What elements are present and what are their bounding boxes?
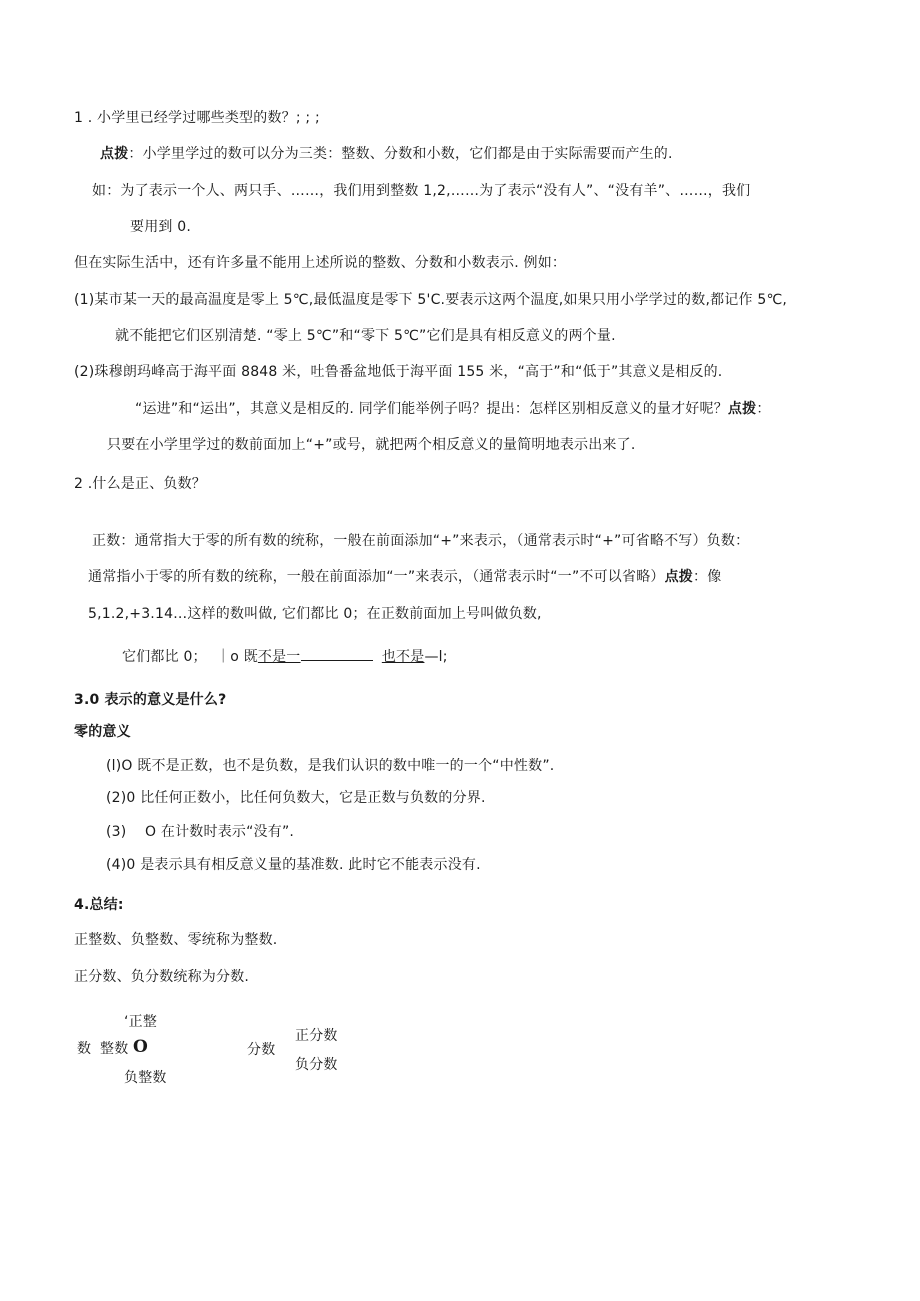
- q1-example-line2: 要用到 0.: [130, 219, 192, 235]
- q1-item1-line1: (1)某市某一天的最高温度是零上 5℃,最低温度是零下 5'C.要表示这两个温度,如果只用小学学过的数,都记作 5℃,: [74, 292, 788, 308]
- tip-text: ：小学里学过的数可以分为三类：整数、分数和小数，它们都是由于实际需要而产生的.: [128, 146, 673, 162]
- diagram-zero: O: [133, 1037, 149, 1057]
- q3-subtitle: 零的意义: [74, 724, 131, 740]
- diagram-zhengshu: 整数: [100, 1041, 129, 1057]
- diagram-fufenshu: 负分数: [295, 1057, 338, 1073]
- q3-item-1: (l)O 既不是正数，也不是负数，是我们认识的数中唯一的一个“中性数”.: [106, 758, 555, 774]
- diagram-fenshu: 分数: [247, 1042, 276, 1058]
- q2-line2: [88, 567, 721, 587]
- q3-item-2: (2)0 比任何正数小，比任何负数大，它是正数与负数的分界.: [106, 790, 486, 806]
- q3-item-3: (3) O 在计数时表示“没有”.: [106, 824, 295, 840]
- q1-item2-line3: 只要在小学里学过的数前面加上“+”或号，就把两个相反意义的量简明地表示出来了.: [107, 437, 636, 453]
- diagram-zhengzheng: ‘正整: [124, 1014, 158, 1030]
- q4-line1: 正整数、负整数、零统称为整数.: [74, 932, 278, 948]
- q1-intro: 但在实际生活中，还有许多量不能用上述所说的整数、分数和小数表示. 例如：: [74, 255, 567, 271]
- q2-line4-c: 不是一: [257, 649, 301, 665]
- q2-line4-d: 也不是: [381, 649, 425, 665]
- q2-line3: 5,1.2,+3.14…这样的数叫做, 它们都比 0；在正数前面加上号叫做负数,: [88, 606, 542, 622]
- diagram-zhengfenshu: 正分数: [295, 1028, 338, 1044]
- q2-line2-tail: ：像: [693, 569, 722, 585]
- q1-item2-line2: [135, 399, 771, 419]
- item2-line2-text: “运进”和“运出”，其意义是相反的. 同学们能举例子吗？提出：怎样区别相反意义的量才好呢？: [135, 401, 728, 417]
- item2-line2-label: 点拨: [727, 401, 757, 417]
- q2-title: 2 .什么是正、负数？: [74, 476, 207, 492]
- q2-line2-label: 点拨: [664, 569, 694, 585]
- q2-line2-text: 通常指小于零的所有数的统称，一般在前面添加“一”来表示，（通常表示时“一”不可以省略）: [88, 569, 665, 585]
- q1-tip: [100, 144, 673, 164]
- q1-title: 1 . 小学里已经学过哪些类型的数？; ; ;: [74, 110, 320, 126]
- q1-item2-line1: (2)珠穆朗玛峰高于海平面 8848 米，吐鲁番盆地低于海平面 155 米，“高于”和“低于”其意义是相反的.: [74, 364, 723, 380]
- item2-line2-colon: ：: [756, 401, 771, 417]
- q3-title: 3.0 表示的意义是什么?: [74, 692, 227, 708]
- q4-title: 4.总结:: [74, 897, 124, 913]
- tip-label: 点拨: [100, 146, 129, 162]
- q1-item1-line2: 就不能把它们区别清楚. “零上 5℃”和“零下 5℃”它们是具有相反意义的两个量.: [115, 328, 616, 344]
- diagram-shu: 数: [77, 1041, 92, 1057]
- q4-line2: 正分数、负分数统称为分数.: [74, 969, 250, 985]
- q2-line1: 正数：通常指大于零的所有数的统称，一般在前面添加“+”来表示，（通常表示时“+”可省略不写）负数：: [92, 533, 750, 549]
- blank-line: [301, 646, 373, 661]
- q1-example-line1: 如：为了表示一个人、两只手、……，我们用到整数 1,2,……为了表示“没有人”、“没有羊”、……，我们: [92, 183, 751, 199]
- q2-line4-b: ｜o 既: [216, 649, 258, 665]
- diagram-fuzhengshu: 负整数: [124, 1070, 167, 1086]
- q2-line4-e: —l;: [424, 649, 448, 665]
- q2-line4: [122, 646, 448, 667]
- q3-item-4: (4)0 是表示具有相反意义量的基准数. 此时它不能表示没有.: [106, 857, 481, 873]
- q2-line4-a: 它们都比 0；: [122, 649, 207, 665]
